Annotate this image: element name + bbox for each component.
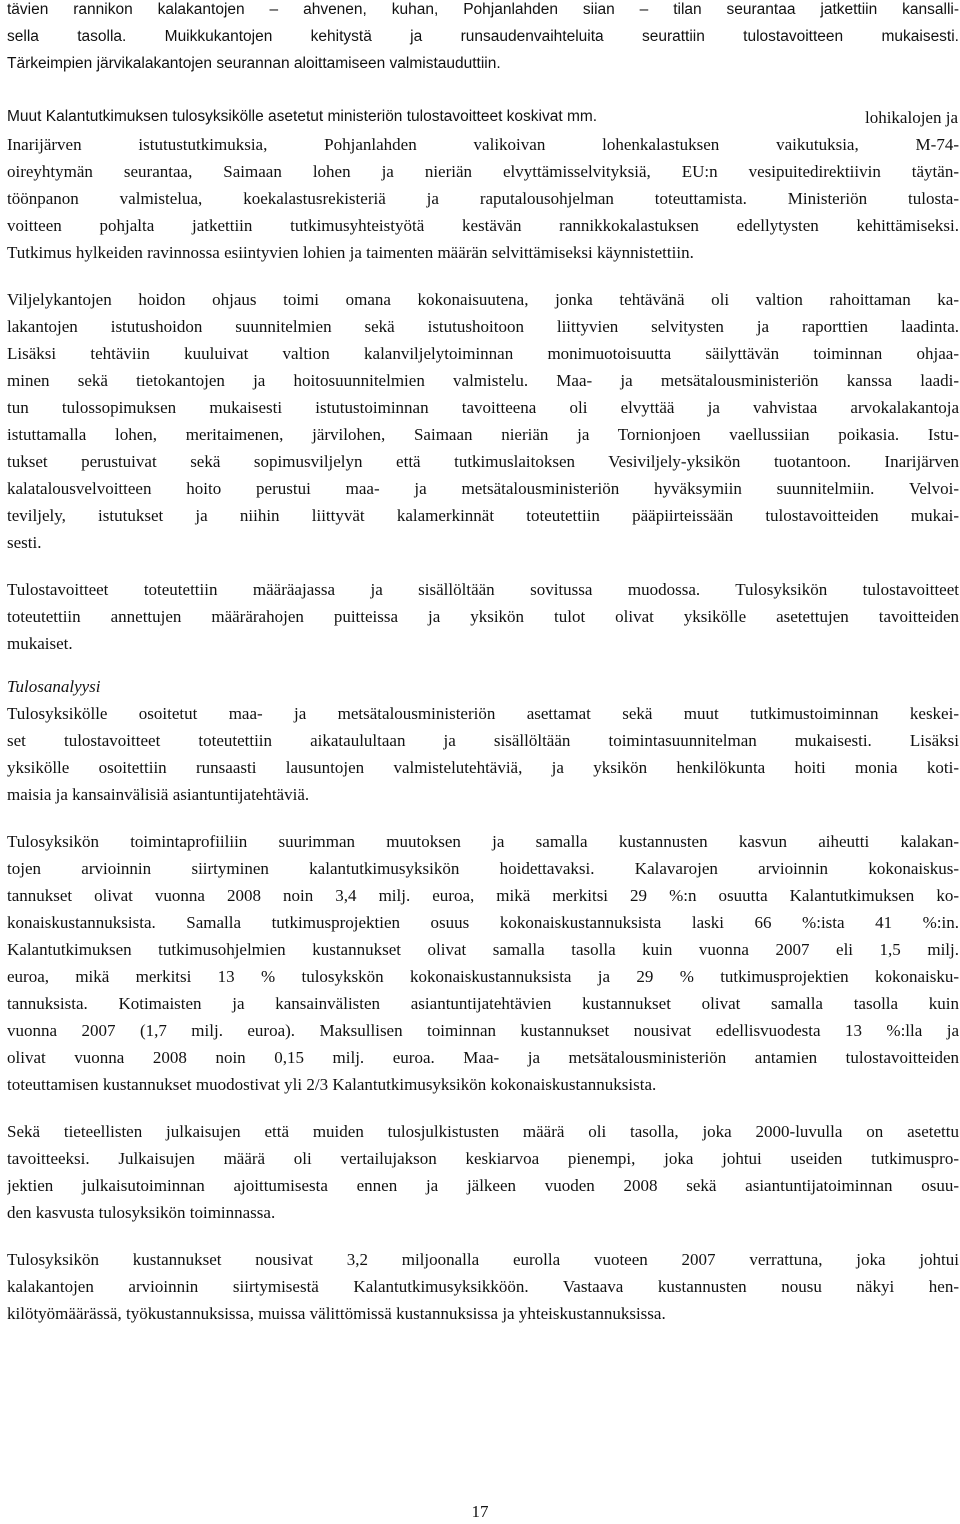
text-line: tojen arvioinnin siirtyminen kalantutkimusyksikön hoidettavaksi. Kalavarojen arvioinnin kokonaiskus- <box>7 859 959 878</box>
text-line: tun tulossopimuksen mukaisesti istutustoiminnan tavoitteena oli elvyttää ja vahvistaa arvokalakantoja <box>7 398 959 417</box>
text-line: konaiskustannuksista. Samalla tutkimusprojektien osuus kokonaiskustannuksista laski 66 %:ista 41 %:in. <box>7 913 959 932</box>
text-line: kalatalousvelvoitteen hoito perustui maa- ja metsätalousministeriön hyväksymiin suunnitelmiin. Velvoi- <box>7 479 959 498</box>
text-line: töönpanon valmistelua, koekalastusrekisteriä ja raputalousohjelman toteuttamista. Ministeriön tulosta- <box>7 189 959 208</box>
text-line: tävien rannikon kalakantojen – ahvenen, kuhan, Pohjanlahden siian – tilan seurantaa jatkettiin kansalli- <box>7 1 959 18</box>
text-line: kilötyömäärässä, työkustannuksissa, muissa välittömissä kustannuksissa ja yhteiskustannuksissa. <box>7 1304 666 1323</box>
text-line <box>7 108 959 135</box>
text-line: yksikölle osoitettiin runsaasti lausuntojen valmistelutehtäviä, ja yksikön henkilökunta hoiti monia koti- <box>7 758 959 777</box>
text-line: oireyhtymän seurantaa, Saimaan lohen ja nieriän elvyttämisselvityksiä, EU:n vesipuitedirektiivin täytän- <box>7 162 959 181</box>
text-line: Sekä tieteellisten julkaisujen että muiden tulosjulkistusten määrä oli tasolla, joka 2000-luvulla on asetettu <box>7 1122 959 1141</box>
text-line: sesti. <box>7 533 42 552</box>
text-line: Kalantutkimuksen tutkimusohjelmien kustannukset olivat samalla tasolla kuin vuonna 2007 eli 1,5 milj. <box>7 940 959 959</box>
text-line: den kasvusta tulosyksikön toiminnassa. <box>7 1203 276 1222</box>
text-line: mukaiset. <box>7 634 73 653</box>
text-line: toteuttamisen kustannukset muodostivat yli 2/3 Kalantutkimusyksikön kokonaiskustannuksista. <box>7 1075 657 1094</box>
text-line: Tulosyksikön toimintaprofiiliin suurimman muutoksen ja samalla kustannusten kasvun aiheutti kalakan- <box>7 832 959 851</box>
text-line: vuonna 2007 (1,7 milj. euroa). Maksullisen toiminnan kustannukset nousivat edellisvuodesta 13 %:lla ja <box>7 1021 959 1040</box>
text-line: tukset perustuivat sekä sopimusviljelyn että tutkimuslaitoksen Vesiviljely-yksikön tuotantoon. Inarijärven <box>7 452 959 471</box>
text-line: set tulostavoitteet toteutettiin aikataulultaan ja sisällöltään toimintasuunnitelman mukaisesti. Lisäksi <box>7 731 959 750</box>
text-line: teviljely, istutukset ja niihin liittyvät kalamerkinnät toteutettiin pääpiirteissään tulostavoitteiden mukai- <box>7 506 959 525</box>
text-line: kalakantojen arvioinnin siirtymisestä Kalantutkimusyksikköön. Vastaava kustannusten nousu näkyi hen- <box>7 1277 959 1296</box>
text-line: sella tasolla. Muikkukantojen kehitystä ja runsaudenvaihteluita seurattiin tulostavoitteen mukaisesti. <box>7 28 959 45</box>
text-line: istuttamalla lohen, meritaimenen, järvilohen, Saimaan nieriän ja Tornionjoen vaellussiian poikasia. Istu- <box>7 425 959 444</box>
section-heading: Tulosanalyysi <box>7 677 101 696</box>
text-line: tannukset olivat vuonna 2008 noin 3,4 milj. euroa, mikä merkitsi 29 %:n osuutta Kalantutkimuksen ko- <box>7 886 959 905</box>
text-line: maisia ja kansainvälisiä asiantuntijatehtäviä. <box>7 785 310 804</box>
text-line: voitteen pohjalta jatkettiin tutkimusyhteistyötä kestävän rannikkokalastuksen edellytysten kehittämiseksi. <box>7 216 959 235</box>
text-line: Lisäksi tehtäviin kuuluivat valtion kalanviljelytoiminnan monimuotoisuutta säilyttävän toiminnan ohjaa- <box>7 344 959 363</box>
text-line: jektien julkaisutoiminnan ajoittumisesta ennen ja jälkeen vuoden 2008 sekä asiantuntijatoiminnan osuu- <box>7 1176 959 1195</box>
text-line: Tulosyksikön kustannukset nousivat 3,2 miljoonalla eurolla vuoteen 2007 verrattuna, joka johtui <box>7 1250 959 1269</box>
text-run-sans: Muut Kalantutkimuksen tulosyksikölle asetetut ministeriön tulostavoitteet koskivat mm. <box>7 108 598 125</box>
text-line: Tärkeimpien järvikalakantojen seurannan aloittamiseen valmistauduttiin. <box>7 55 501 72</box>
text-line: Tutkimus hylkeiden ravinnossa esiintyvien lohien ja taimenten määrän selvittämiseksi käynnistettiin. <box>7 243 694 262</box>
text-line: Inarijärven istutustutkimuksia, Pohjanlahden valikoivan lohenkalastuksen vaikutuksia, M-74- <box>7 135 959 154</box>
text-line: Tulosyksikölle osoitetut maa- ja metsätalousministeriön asettamat sekä muut tutkimustoiminnan keskei- <box>7 704 959 723</box>
text-line: minen sekä tietokantojen ja hoitosuunnitelmien valmistelu. Maa- ja metsätalousministeriön kanssa laadi- <box>7 371 959 390</box>
text-line: toteutettiin annettujen määrärahojen puitteissa ja yksikön tulot olivat yksikölle asetettujen tavoitteiden <box>7 607 959 626</box>
page-number: 17 <box>471 1502 489 1521</box>
text-line: olivat vuonna 2008 noin 0,15 milj. euroa. Maa- ja metsätalousministeriön antamien tulostavoitteiden <box>7 1048 959 1067</box>
text-line: Tulostavoitteet toteutettiin määräajassa ja sisällöltään sovitussa muodossa. Tulosyksikön tulostavoitteet <box>7 580 959 599</box>
text-line: tavoitteeksi. Julkaisujen määrä oli vertailujakson keskiarvoa pienempi, joka johtui useiden tutkimuspro- <box>7 1149 959 1168</box>
text-line: lakantojen istutushoidon suunnitelmien sekä istutushoitoon liittyvien selvitysten ja raporttien laadinta. <box>7 317 959 336</box>
text-line: tannuksista. Kotimaisten ja kansainvälisten asiantuntijatehtävien kustannukset olivat samalla tasolla kuin <box>7 994 959 1013</box>
text-line: Viljelykantojen hoidon ohjaus toimi omana kokonaisuutena, jonka tehtävänä oli valtion rahoittaman ka- <box>7 290 959 309</box>
text-run-serif: lohikalojen ja <box>864 108 958 127</box>
text-line: euroa, mikä merkitsi 13 % tulosykskön kokonaiskustannuksista ja 29 % tutkimusprojektien kokonaisku- <box>7 967 959 986</box>
